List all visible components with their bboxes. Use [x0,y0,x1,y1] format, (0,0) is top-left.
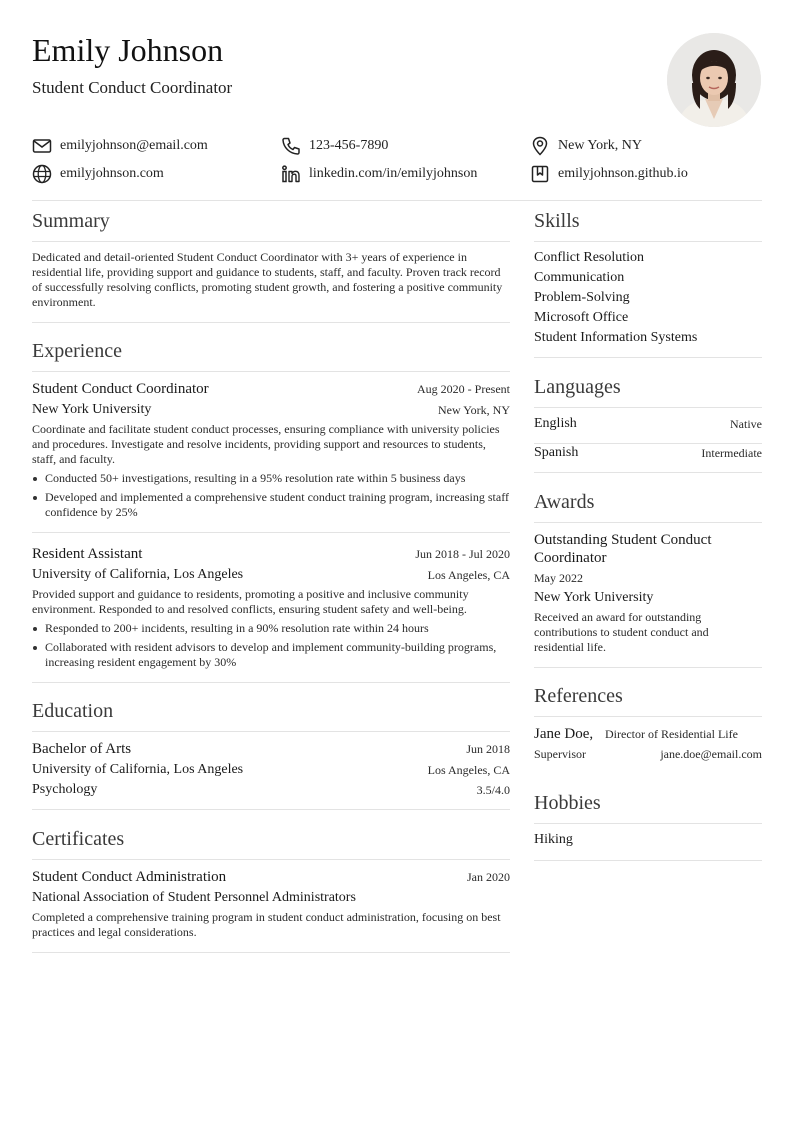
list-item: Collaborated with resident advisors to develop and implement community-building programs, increasing resident engagement by 30% [32,640,510,670]
skills-heading: Skills [534,210,580,232]
avatar [667,33,761,127]
bookmark-icon [530,164,550,184]
email-text: emilyjohnson@email.com [60,138,208,153]
summary-divider [32,241,510,242]
section-end-divider [32,809,510,810]
globe-icon [32,164,52,184]
language-level: Intermediate [701,446,762,460]
awards-heading: Awards [534,491,595,513]
degree: Bachelor of Arts [32,741,132,757]
skill-item: Communication [534,270,625,285]
language-name: Spanish [534,445,579,460]
contact-linkedin[interactable] [281,164,477,184]
github-text: emilyjohnson.github.io [558,166,688,181]
award-org: New York University [534,590,654,605]
phone-text: 123-456-7890 [309,138,389,153]
job-title: Student Conduct Coordinator [32,381,209,397]
hobby-item: Hiking [534,832,573,847]
education-divider [32,731,510,732]
location-text: New York, NY [558,138,643,153]
school: University of California, Los Angeles [32,762,244,777]
map-pin-icon [530,136,550,156]
list-item: Developed and implemented a comprehensive student conduct training program, increasing staff confidence by 25% [32,490,510,520]
envelope-icon [32,136,52,156]
language-name: English [534,416,577,431]
field-of-study: Psychology [32,782,98,797]
certificates-heading: Certificates [32,828,125,850]
skills-divider [534,241,762,242]
job-location: Los Angeles, CA [427,568,510,582]
profile-photo [667,33,761,127]
skill-item: Student Information Systems [534,330,698,345]
section-end-divider [534,860,762,861]
section-end-divider [32,952,510,953]
entry-divider [32,532,510,533]
award-date: May 2022 [534,571,583,585]
job-location: New York, NY [437,403,510,417]
reference-position: Director of Residential Life [605,727,738,741]
job-title: Resident Assistant [32,546,143,562]
employer: New York University [32,402,152,417]
certificates-divider [32,859,510,860]
achievement-list [32,471,510,520]
experience-heading: Experience [32,340,122,362]
languages-divider [534,407,762,408]
list-item: Responded to 200+ incidents, resulting in a 90% resolution rate within 24 hours [32,621,510,636]
awards-divider [534,522,762,523]
award-title: Outstanding Student Conduct Coordinator [534,532,712,566]
linkedin-text: linkedin.com/in/emilyjohnson [309,166,478,181]
school-location: Los Angeles, CA [427,763,510,777]
gpa: 3.5/4.0 [476,783,510,797]
experience-divider [32,371,510,372]
hobbies-divider [534,823,762,824]
contact-email[interactable] [32,136,208,156]
award-description: Received an award for outstanding contributions to student conduct and residential life. [534,610,709,654]
references-heading: References [534,685,623,707]
list-item: Conducted 50+ investigations, resulting in a 95% resolution rate within 5 business days [32,471,510,486]
candidate-title: Student Conduct Coordinator [32,78,233,97]
linkedin-icon [281,164,301,184]
language-level: Native [730,417,762,431]
contact-location [530,136,642,156]
reference-name: Jane Doe, [534,726,594,742]
employer: University of California, Los Angeles [32,567,244,582]
job-description: Coordinate and facilitate student conduct processes, ensuring compliance with university policies and procedures. Investigate and resolve incidents, providing support and resources to students, staff, and faculty. [32,422,500,466]
website-text: emilyjohnson.com [60,166,164,181]
achievement-list [32,621,510,670]
section-end-divider [534,472,762,473]
job-dates: Aug 2020 - Present [417,382,510,396]
certificate-issuer: National Association of Student Personnel Administrators [32,890,356,905]
education-heading: Education [32,700,114,722]
certificate-date: Jan 2020 [467,870,510,884]
certificate-description: Completed a comprehensive training program in student conduct administration, focusing on best practices and legal considerations. [32,910,501,939]
phone-icon [281,136,301,156]
section-end-divider [534,357,762,358]
skill-item: Conflict Resolution [534,250,645,265]
header-divider [32,200,762,201]
section-end-divider [32,322,510,323]
skill-item: Problem-Solving [534,290,630,305]
hobbies-heading: Hobbies [534,792,601,814]
contact-phone[interactable] [281,136,388,156]
job-dates: Jun 2018 - Jul 2020 [415,547,510,561]
candidate-name: Emily Johnson [32,32,224,68]
skill-item: Microsoft Office [534,310,629,325]
certificate-name: Student Conduct Administration [32,869,227,885]
graduation-date: Jun 2018 [466,742,510,756]
contact-website[interactable] [32,164,164,184]
job-description: Provided support and guidance to residents, promoting a positive and inclusive community environment. Responded to and resolved conflicts, ensuring student safety and well-being. [32,587,469,616]
languages-heading: Languages [534,376,621,398]
summary-heading: Summary [32,210,110,232]
references-divider [534,716,762,717]
contact-github[interactable] [530,164,688,184]
reference-email[interactable]: jane.doe@email.com [660,747,762,761]
reference-relation: Supervisor [534,747,586,761]
section-end-divider [534,667,762,668]
section-end-divider [32,682,510,683]
summary-text: Dedicated and detail-oriented Student Conduct Coordinator with 3+ years of experience in residential life, providing support and guidance to students, staff, and faculty. Proven track record of successfully resolving conflicts, promoting student growth, and fostering a positive community environment. [32,250,503,309]
